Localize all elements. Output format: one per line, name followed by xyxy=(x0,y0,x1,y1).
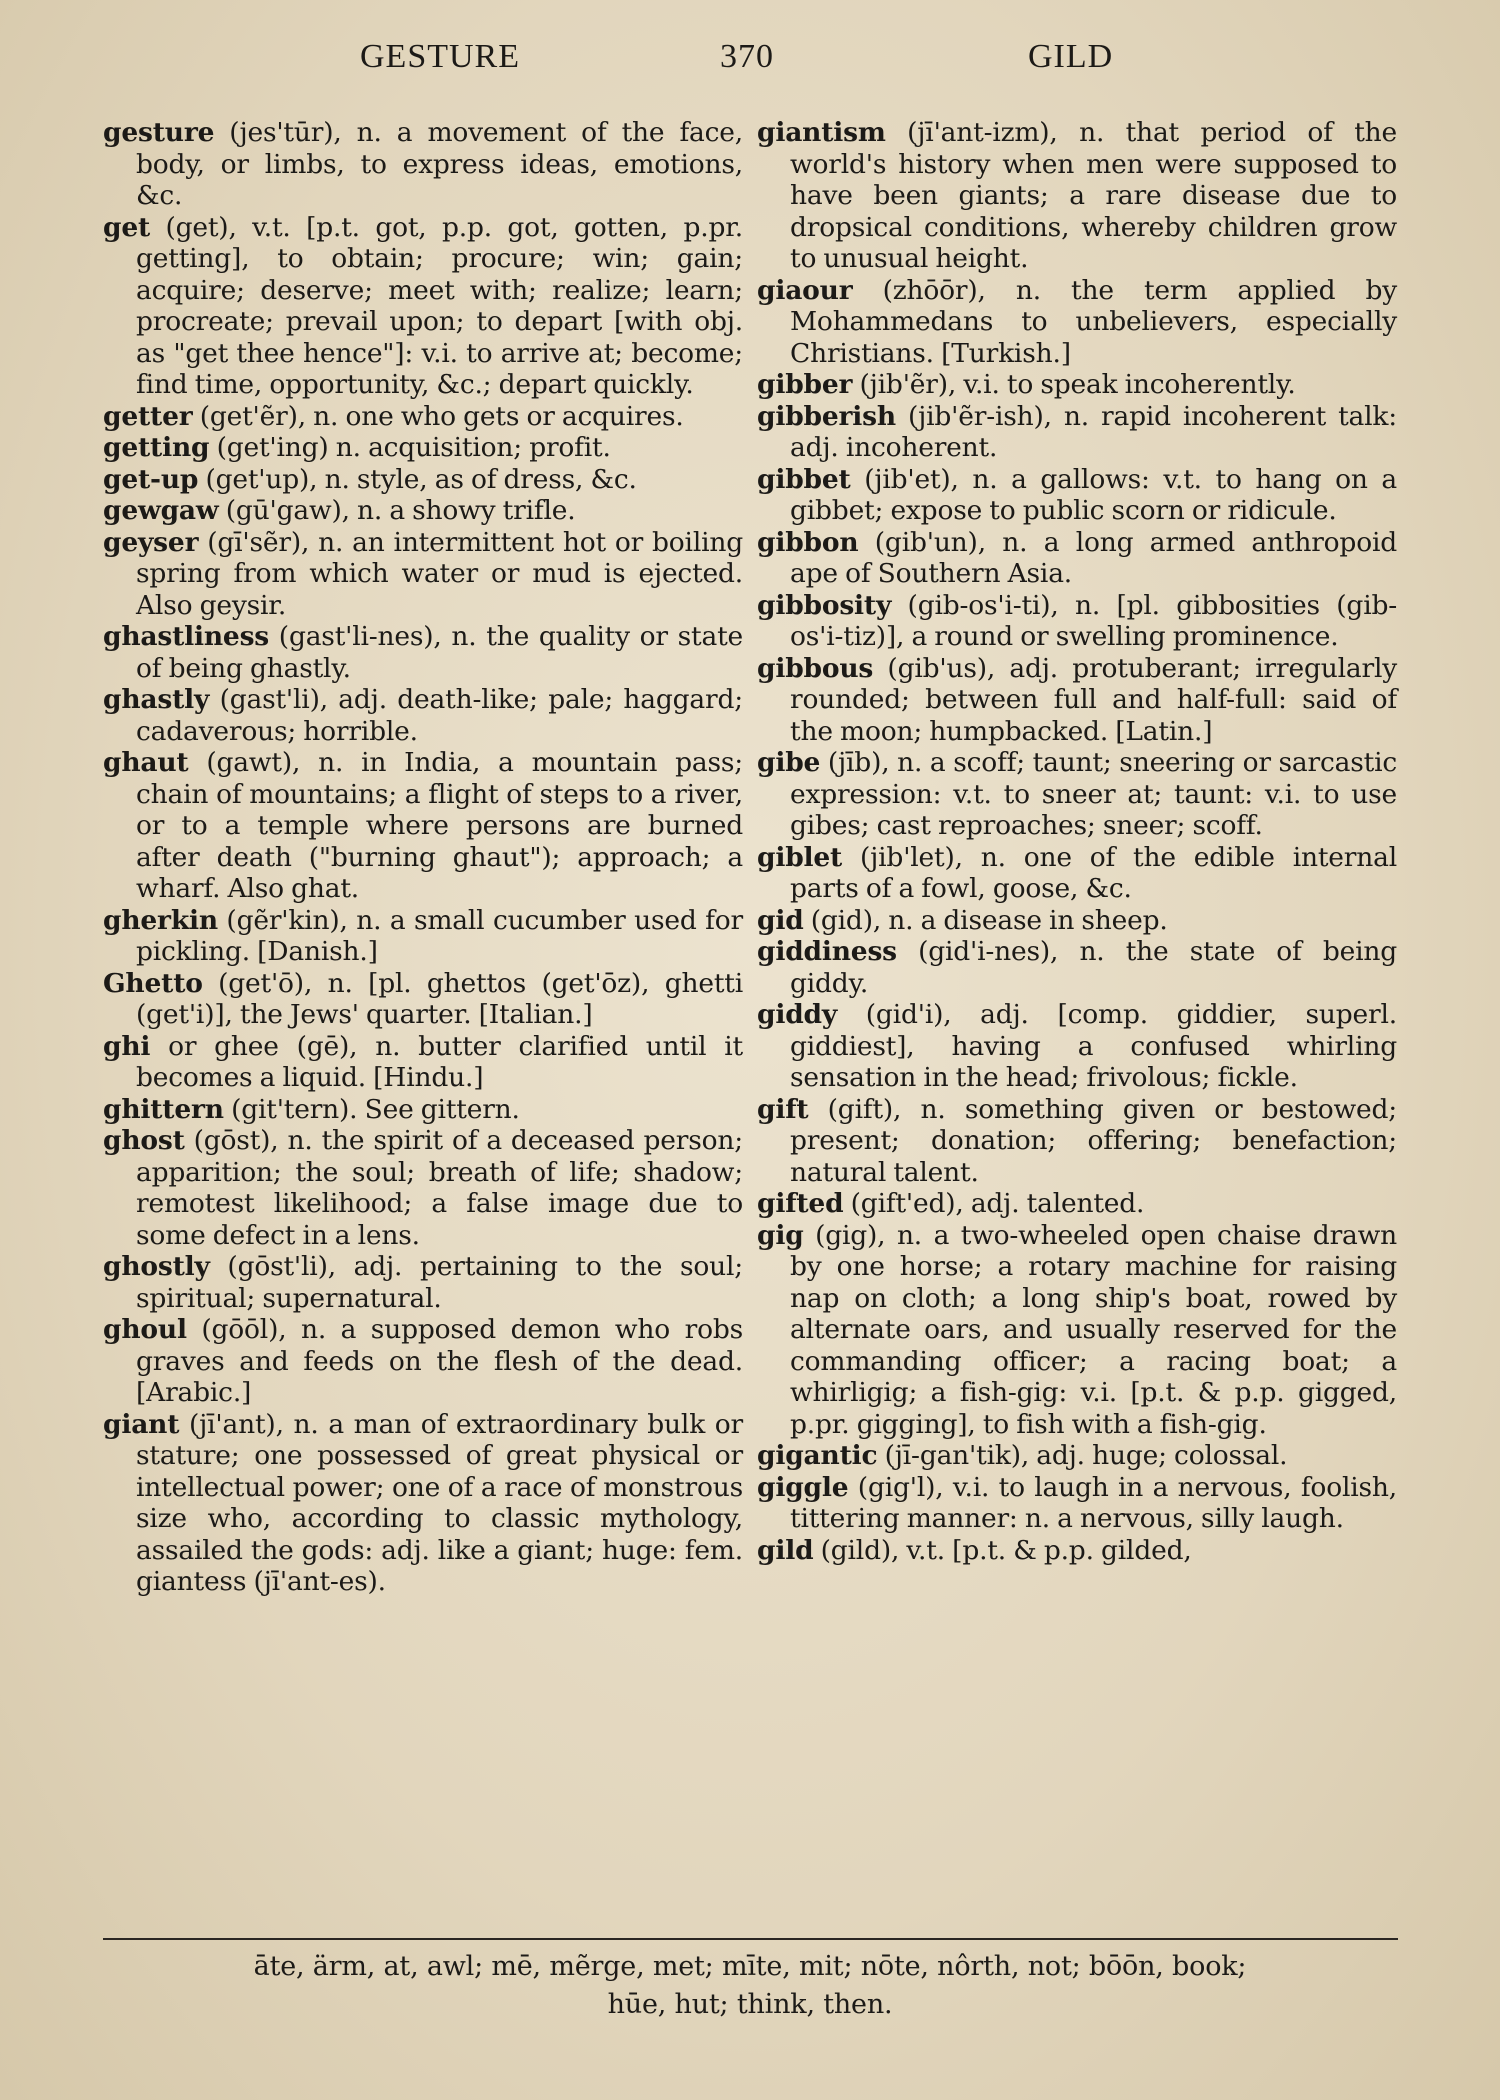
entry-definition: (gift'ed), adj. talented. xyxy=(843,1188,1145,1219)
dictionary-entry xyxy=(103,495,743,527)
entry-headword: geyser xyxy=(103,526,199,558)
entry-headword: giddiness xyxy=(757,936,897,967)
entry-definition: (gōōl), n. a supposed demon who robs graves and feeds on the flesh of the dead. [Arabic.] xyxy=(136,1314,743,1408)
right-column xyxy=(757,117,1397,1566)
entry-headword: giant xyxy=(103,1408,180,1440)
dictionary-entry xyxy=(757,999,1397,1094)
entry-definition: (gib'un), n. a long armed anthropoid ape of Southern Asia. xyxy=(790,526,1397,589)
entry-definition: (gild), v.t. [p.t. & p.p. gilded, xyxy=(813,1534,1192,1566)
entry-definition: (jī'ant), n. a man of extraordinary bulk or stature; one possessed of great physical or intellectual power; one of a race of monstrous size who, according to classic mythology, assailed the gods: adj. like a giant; huge: fem. giantess (jī'ant-es). xyxy=(136,1408,743,1597)
dictionary-entry xyxy=(757,905,1397,937)
entry-definition: (gū'gaw), n. a showy trifle. xyxy=(218,495,576,526)
entry-definition: (gib-os'i-ti), n. [pl. gibbosities (gib-os'i-tiz)], a round or swelling prominence. xyxy=(790,589,1397,652)
dictionary-entry xyxy=(103,117,743,212)
entry-headword: gifted xyxy=(757,1188,844,1219)
entry-headword: ghoul xyxy=(103,1314,187,1345)
entry-headword: gewgaw xyxy=(103,495,219,526)
dictionary-entry xyxy=(103,621,743,684)
entry-headword: giggle xyxy=(757,1471,849,1503)
entry-headword: giddy xyxy=(757,999,838,1030)
entry-headword: getting xyxy=(103,432,210,463)
pronunciation-key-line-1: āte, ärm, at, awl; mē, mẽrge, met; mīte, mit; nōte, nôrth, not; bōōn, book; xyxy=(253,1951,1247,1982)
entry-definition: (gift), n. something given or bestowed; present; donation; offering; benefaction; natural talent. xyxy=(790,1093,1397,1188)
dictionary-entry xyxy=(103,527,743,622)
dictionary-entry xyxy=(757,842,1397,905)
entry-definition: (gid'i), adj. [comp. giddier, superl. giddiest], having a confused whirling sensation in the head; frivolous; fickle. xyxy=(790,999,1397,1093)
entry-definition: (gōst), n. the spirit of a deceased person; apparition; the soul; breath of life; shadow; remotest likelihood; a false image due to some defect in a lens. xyxy=(136,1125,743,1251)
dictionary-entry xyxy=(103,1314,743,1409)
dictionary-entry xyxy=(103,905,743,968)
dictionary-entry xyxy=(103,212,743,401)
footer-rule xyxy=(103,1938,1398,1940)
entry-headword: getter xyxy=(103,400,193,432)
dictionary-entry xyxy=(103,432,743,464)
page-number: 370 xyxy=(720,38,774,75)
entry-headword: gibbosity xyxy=(757,589,892,621)
dictionary-entry xyxy=(757,936,1397,999)
entry-definition: (jīb), n. a scoff; taunt; sneering or sarcastic expression: v.t. to sneer at; taunt: v.i. to use gibes; cast reproaches; sneer; scoff. xyxy=(790,747,1397,841)
dictionary-entry xyxy=(757,527,1397,590)
entry-definition: (jib'ẽr), v.i. to speak incoherently. xyxy=(852,369,1296,400)
dictionary-entry xyxy=(757,1220,1397,1441)
left-guide-word: GESTURE xyxy=(360,38,520,75)
dictionary-entry xyxy=(757,653,1397,748)
entry-definition: (git'tern). See gittern. xyxy=(223,1093,520,1125)
dictionary-entry xyxy=(757,275,1397,370)
entry-headword: giblet xyxy=(757,841,843,873)
entry-headword: Ghetto xyxy=(103,967,203,999)
entry-definition: (gig'l), v.i. to laugh in a nervous, foolish, tittering manner: n. a nervous, silly laugh. xyxy=(790,1471,1397,1534)
dictionary-entry xyxy=(103,1251,743,1314)
entry-definition: (gī'sẽr), n. an intermittent hot or boiling spring from which water or mud is ejected. Also geysir. xyxy=(136,526,743,621)
dictionary-entry xyxy=(757,1094,1397,1189)
entry-headword: giantism xyxy=(757,117,886,148)
entry-definition: (gid), n. a disease in sheep. xyxy=(803,904,1168,936)
dictionary-entry xyxy=(103,684,743,747)
dictionary-entry xyxy=(757,401,1397,464)
entry-headword: ghostly xyxy=(103,1251,210,1282)
entry-headword: gibbon xyxy=(757,526,859,558)
entry-definition: (get'ō), n. [pl. ghettos (get'ōz), ghetti (get'i)], the Jews' quarter. [Italian.] xyxy=(136,967,743,1030)
dictionary-entry xyxy=(757,1535,1397,1567)
entry-definition: (jib'et), n. a gallows: v.t. to hang on a gibbet; expose to public scorn or ridicule. xyxy=(790,463,1397,526)
dictionary-entry xyxy=(757,590,1397,653)
entry-definition: (get'ẽr), n. one who gets or acquires. xyxy=(192,400,684,432)
dictionary-entry xyxy=(103,968,743,1031)
right-guide-word: GILD xyxy=(1028,38,1114,75)
entry-definition: (get'ing) n. acquisition; profit. xyxy=(209,432,611,463)
entry-headword: gesture xyxy=(103,117,215,148)
dictionary-entry xyxy=(757,1440,1397,1472)
dictionary-entry xyxy=(757,369,1397,401)
entry-headword: gibe xyxy=(757,747,821,778)
entry-definition: (get'up), n. style, as of dress, &c. xyxy=(198,463,637,495)
entry-definition: or ghee (gē), n. butter clarified until it becomes a liquid. [Hindu.] xyxy=(136,1030,743,1093)
entry-headword: gibbet xyxy=(757,463,851,495)
entry-headword: gibbous xyxy=(757,652,874,684)
dictionary-entry xyxy=(103,1094,743,1126)
entry-headword: gibberish xyxy=(757,400,896,432)
entry-definition: (gẽr'kin), n. a small cucumber used for pickling. [Danish.] xyxy=(136,904,743,967)
entry-definition: (gid'i-nes), n. the state of being giddy. xyxy=(790,936,1397,999)
entry-definition: (jī-gan'tik), adj. huge; colossal. xyxy=(877,1440,1288,1471)
dictionary-entry xyxy=(757,117,1397,275)
dictionary-entry xyxy=(103,1409,743,1598)
entry-definition: (gib'us), adj. protuberant; irregularly rounded; between full and half-full: said of the moon; humpbacked. [Latin.] xyxy=(790,652,1397,747)
left-column xyxy=(103,117,743,1598)
dictionary-entry xyxy=(103,1125,743,1251)
entry-definition: (gast'li-nes), n. the quality or state of being ghastly. xyxy=(136,621,743,684)
dictionary-entry xyxy=(757,464,1397,527)
entry-headword: gift xyxy=(757,1093,809,1125)
entry-headword: gid xyxy=(757,904,804,936)
entry-definition: (jī'ant-izm), n. that period of the world's history when men were supposed to have been giants; a rare disease due to dropsical conditions, whereby children grow to unusual height. xyxy=(790,117,1397,274)
entry-headword: get-up xyxy=(103,463,199,495)
pronunciation-key xyxy=(0,1948,1500,2024)
pronunciation-key-line-2: hūe, hut; think, then. xyxy=(607,1989,893,2020)
entry-definition: (jes'tūr), n. a movement of the face, body, or limbs, to express ideas, emotions, &c. xyxy=(136,117,743,211)
entry-definition: (jib'let), n. one of the edible internal parts of a fowl, goose, &c. xyxy=(790,841,1397,904)
entry-definition: (jib'ẽr-ish), n. rapid incoherent talk: adj. incoherent. xyxy=(790,400,1397,463)
entry-definition: (gōst'li), adj. pertaining to the soul; spiritual; supernatural. xyxy=(136,1251,743,1314)
entry-headword: ghost xyxy=(103,1125,185,1156)
entry-headword: giaour xyxy=(757,274,853,306)
dictionary-entry xyxy=(103,464,743,496)
dictionary-entry xyxy=(103,747,743,905)
entry-definition: (gig), n. a two-wheeled open chaise drawn by one horse; a rotary machine for raising nap on cloth; a long ship's boat, rowed by alternate oars, and usually reserved for the commanding officer; a racing boat; a whirligig; a fish-gig: v.i. [p.t. & p.p. gigged, p.pr. gigging], to fish with a fish-gig. xyxy=(790,1219,1397,1440)
entry-definition: (gast'li), adj. death-like; pale; haggard; cadaverous; horrible. xyxy=(136,684,743,747)
dictionary-entry xyxy=(757,1472,1397,1535)
entry-headword: get xyxy=(103,211,151,243)
entry-headword: gibber xyxy=(757,369,853,400)
entry-headword: ghastliness xyxy=(103,621,270,652)
entry-headword: gild xyxy=(757,1534,814,1566)
dictionary-entry xyxy=(757,1188,1397,1220)
dictionary-entry xyxy=(103,401,743,433)
entry-definition: (gawt), n. in India, a mountain pass; chain of mountains; a flight of steps to a river, or to a temple where persons are burned after death ("burning ghaut"); approach; a wharf. Also ghat. xyxy=(136,747,743,904)
running-head xyxy=(0,38,1500,82)
entry-headword: ghittern xyxy=(103,1093,224,1125)
entry-headword: ghaut xyxy=(103,747,189,778)
entry-headword: ghi xyxy=(103,1030,151,1062)
dictionary-entry xyxy=(757,747,1397,842)
entry-definition: (zhōōr), n. the term applied by Mohammedans to unbelievers, especially Christians. [Turkish.] xyxy=(790,274,1397,369)
entry-headword: gig xyxy=(757,1219,804,1251)
entry-definition: (get), v.t. [p.t. got, p.p. got, gotten, p.pr. getting], to obtain; procure; win; gain; acquire; deserve; meet with; realize; learn; procreate; prevail upon; to depart [with obj. as "get thee hence"]: v.i. to arrive at; become; find time, opportunity, &c.; depart quickly. xyxy=(136,211,743,400)
entry-headword: gigantic xyxy=(757,1440,878,1471)
dictionary-entry xyxy=(103,1031,743,1094)
entry-headword: gherkin xyxy=(103,904,218,936)
entry-headword: ghastly xyxy=(103,684,210,715)
